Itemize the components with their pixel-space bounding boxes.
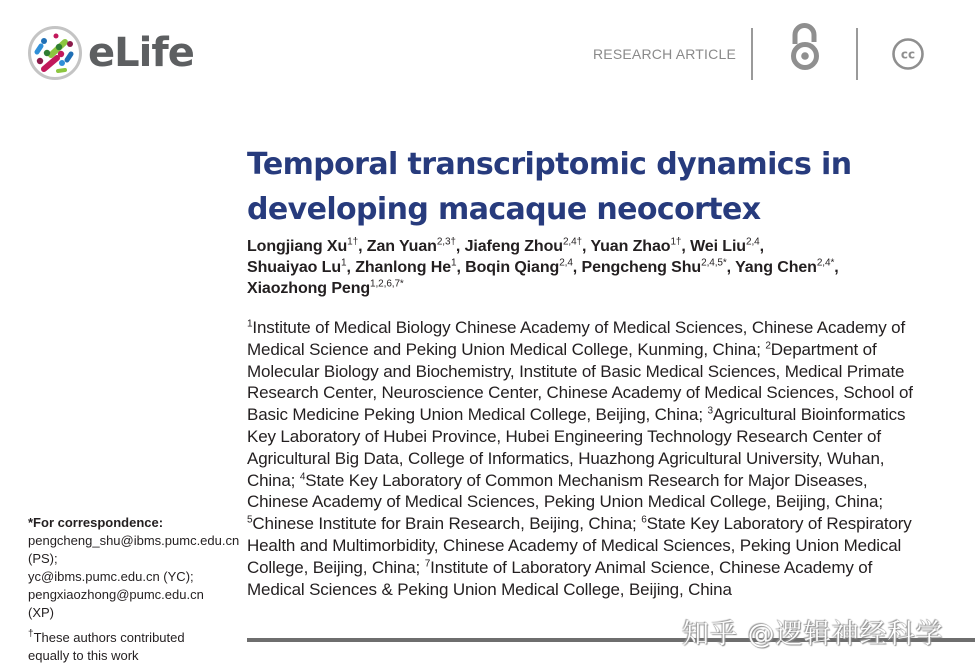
affiliation: Department of Molecular Biology and Biochemistry, Institute of Basic Medical Sciences, Medical Primate Research Center, Neuroscience Center, Chinese Academy of Medical Sciences, School of Basic Medicine Peking Union Medical College, Beijing, China; — [247, 339, 913, 425]
affiliation: Agricultural Bioinformatics Key Laboratory of Hubei Province, Hubei Engineering Technology Research Center of Agricultural Big Data, College of Informatics, Huazhong Agricultural University, Wuhan, China; — [247, 405, 906, 490]
elife-logo[interactable] — [27, 25, 194, 81]
author[interactable]: Wei Liu$^{2,4}$ — [690, 236, 760, 255]
creative-commons-icon[interactable] — [891, 37, 925, 76]
affiliations: $^1$Institute of Medical Biology Chinese Academy of Medical Sciences, Chinese Academy of Medical Science and Peking Union Medical College, Kunming, China; $^2$Department of Molecular Biology and Biochemistry, Institute of Basic Medical Sciences, Medical Primate Research Center, Neuroscience Center, Chinese Academy of Medical Sciences, School of Basic Medicine Peking Union Medical College, Beijing, China; $^3$Agricultural Bioinformatics Key Laboratory of Hubei Province, Hubei Engineering Technology Research Center of Agricultural Big Data, College of Informatics, Huazhong Agricultural University, Wuhan, China; $^4$State Key Laboratory of Common Mechanism Research for Major Diseases, Chinese Academy of Medical Sciences, Peking Union Medical College, Beijing, China; $^5$Chinese Institute for Brain Research, Beijing, China; $^6$State Key Laboratory of Respiratory Health and Multimorbidity, Chinese Academy of Medical Sciences, Peking Union Medical College, Beijing, China; $^7$Institute of Laboratory Animal Science, Chinese Academy of Medical Sciences & Peking Union Medical College, Beijing, China — [247, 318, 913, 599]
affiliation: State Key Laboratory of Common Mechanism Research for Major Diseases, Chinese Academy of Medical Sciences, Peking Union Medical College, Beijing, China; — [247, 470, 883, 512]
article-type-label: RESEARCH ARTICLE — [593, 46, 736, 62]
author[interactable]: Shuaiyao Lu$^1$ — [247, 257, 347, 276]
author-list: Longjiang $Xu^{1\dagger}$, Zan Yuan$^{2,3\dagger}$, Jiafeng Zhou$^{2,4\dagger}$, Yuan Zhao$^{1\dagger}$, Wei Liu$^{2,4}$, Shuaiyao Lu$^1$, Zhanlong He$^1$, Boqin Qiang$^{2,4}$, Pengcheng Shu$^{2,4,5*}$, Yang Chen$^{2,4*}$, Xiaozhong Peng$^{1,2,6,7*}$ — [247, 236, 839, 297]
affiliation: State Key Laboratory of Respiratory Health and Multimorbidity, Chinese Academy of Medical Sciences, Peking Union Medical College, Beijing, China; — [247, 514, 912, 577]
elife-logo-icon — [27, 25, 83, 81]
header-divider — [751, 28, 753, 80]
author[interactable]: Zhanlong He$^1$ — [355, 257, 457, 276]
equal-contribution-note: †These authors contributed equally to this work — [28, 628, 185, 663]
affiliation: Chinese Institute for Brain Research, Beijing, China; — [252, 514, 642, 534]
email-link[interactable]: pengcheng_shu@ibms.pumc.edu.cn (PS); — [28, 533, 240, 566]
correspondence-label: *For correspondence: — [28, 515, 164, 530]
correspondence-sidebar — [28, 514, 240, 665]
open-access-icon[interactable] — [787, 22, 823, 77]
author[interactable]: Boqin Qiang$^{2,4}$ — [465, 257, 573, 276]
author[interactable]: Pengcheng Shu$^{2,4,5*}$ — [581, 257, 727, 276]
author[interactable]: Longjiang $Xu^{1\dagger}$ — [247, 236, 359, 255]
email-link[interactable]: yc@ibms.pumc.edu.cn (YC); — [28, 569, 194, 584]
author[interactable]: Zan Yuan$^{2,3\dagger}$ — [366, 236, 456, 255]
logo-text: eLife — [88, 30, 194, 76]
header-divider — [856, 28, 858, 80]
svg-text:cc: cc — [900, 47, 916, 62]
article-title: Temporal transcriptomic dynamics in developing macaque neocortex — [247, 147, 852, 227]
author[interactable]: Yang Chen$^{2,4*}$ — [735, 257, 835, 276]
watermark: 知乎 @逻辑神经科学 — [682, 619, 944, 650]
author[interactable]: Jiafeng Zhou$^{2,4\dagger}$ — [464, 236, 583, 255]
author[interactable]: Xiaozhong Peng$^{1,2,6,7*}$ — [247, 278, 404, 297]
author[interactable]: Yuan Zhao$^{1\dagger}$ — [590, 236, 682, 255]
email-link[interactable]: pengxiaozhong@pumc.edu.cn (XP) — [28, 587, 204, 620]
affiliation: Institute of Medical Biology Chinese Academy of Medical Sciences, Chinese Academy of Medical Science and Peking Union Medical College, Kunming, China; — [247, 318, 906, 359]
affiliation: Institute of Laboratory Animal Science, Chinese Academy of Medical Sciences & Peking Union Medical College, Beijing, China — [247, 557, 873, 599]
